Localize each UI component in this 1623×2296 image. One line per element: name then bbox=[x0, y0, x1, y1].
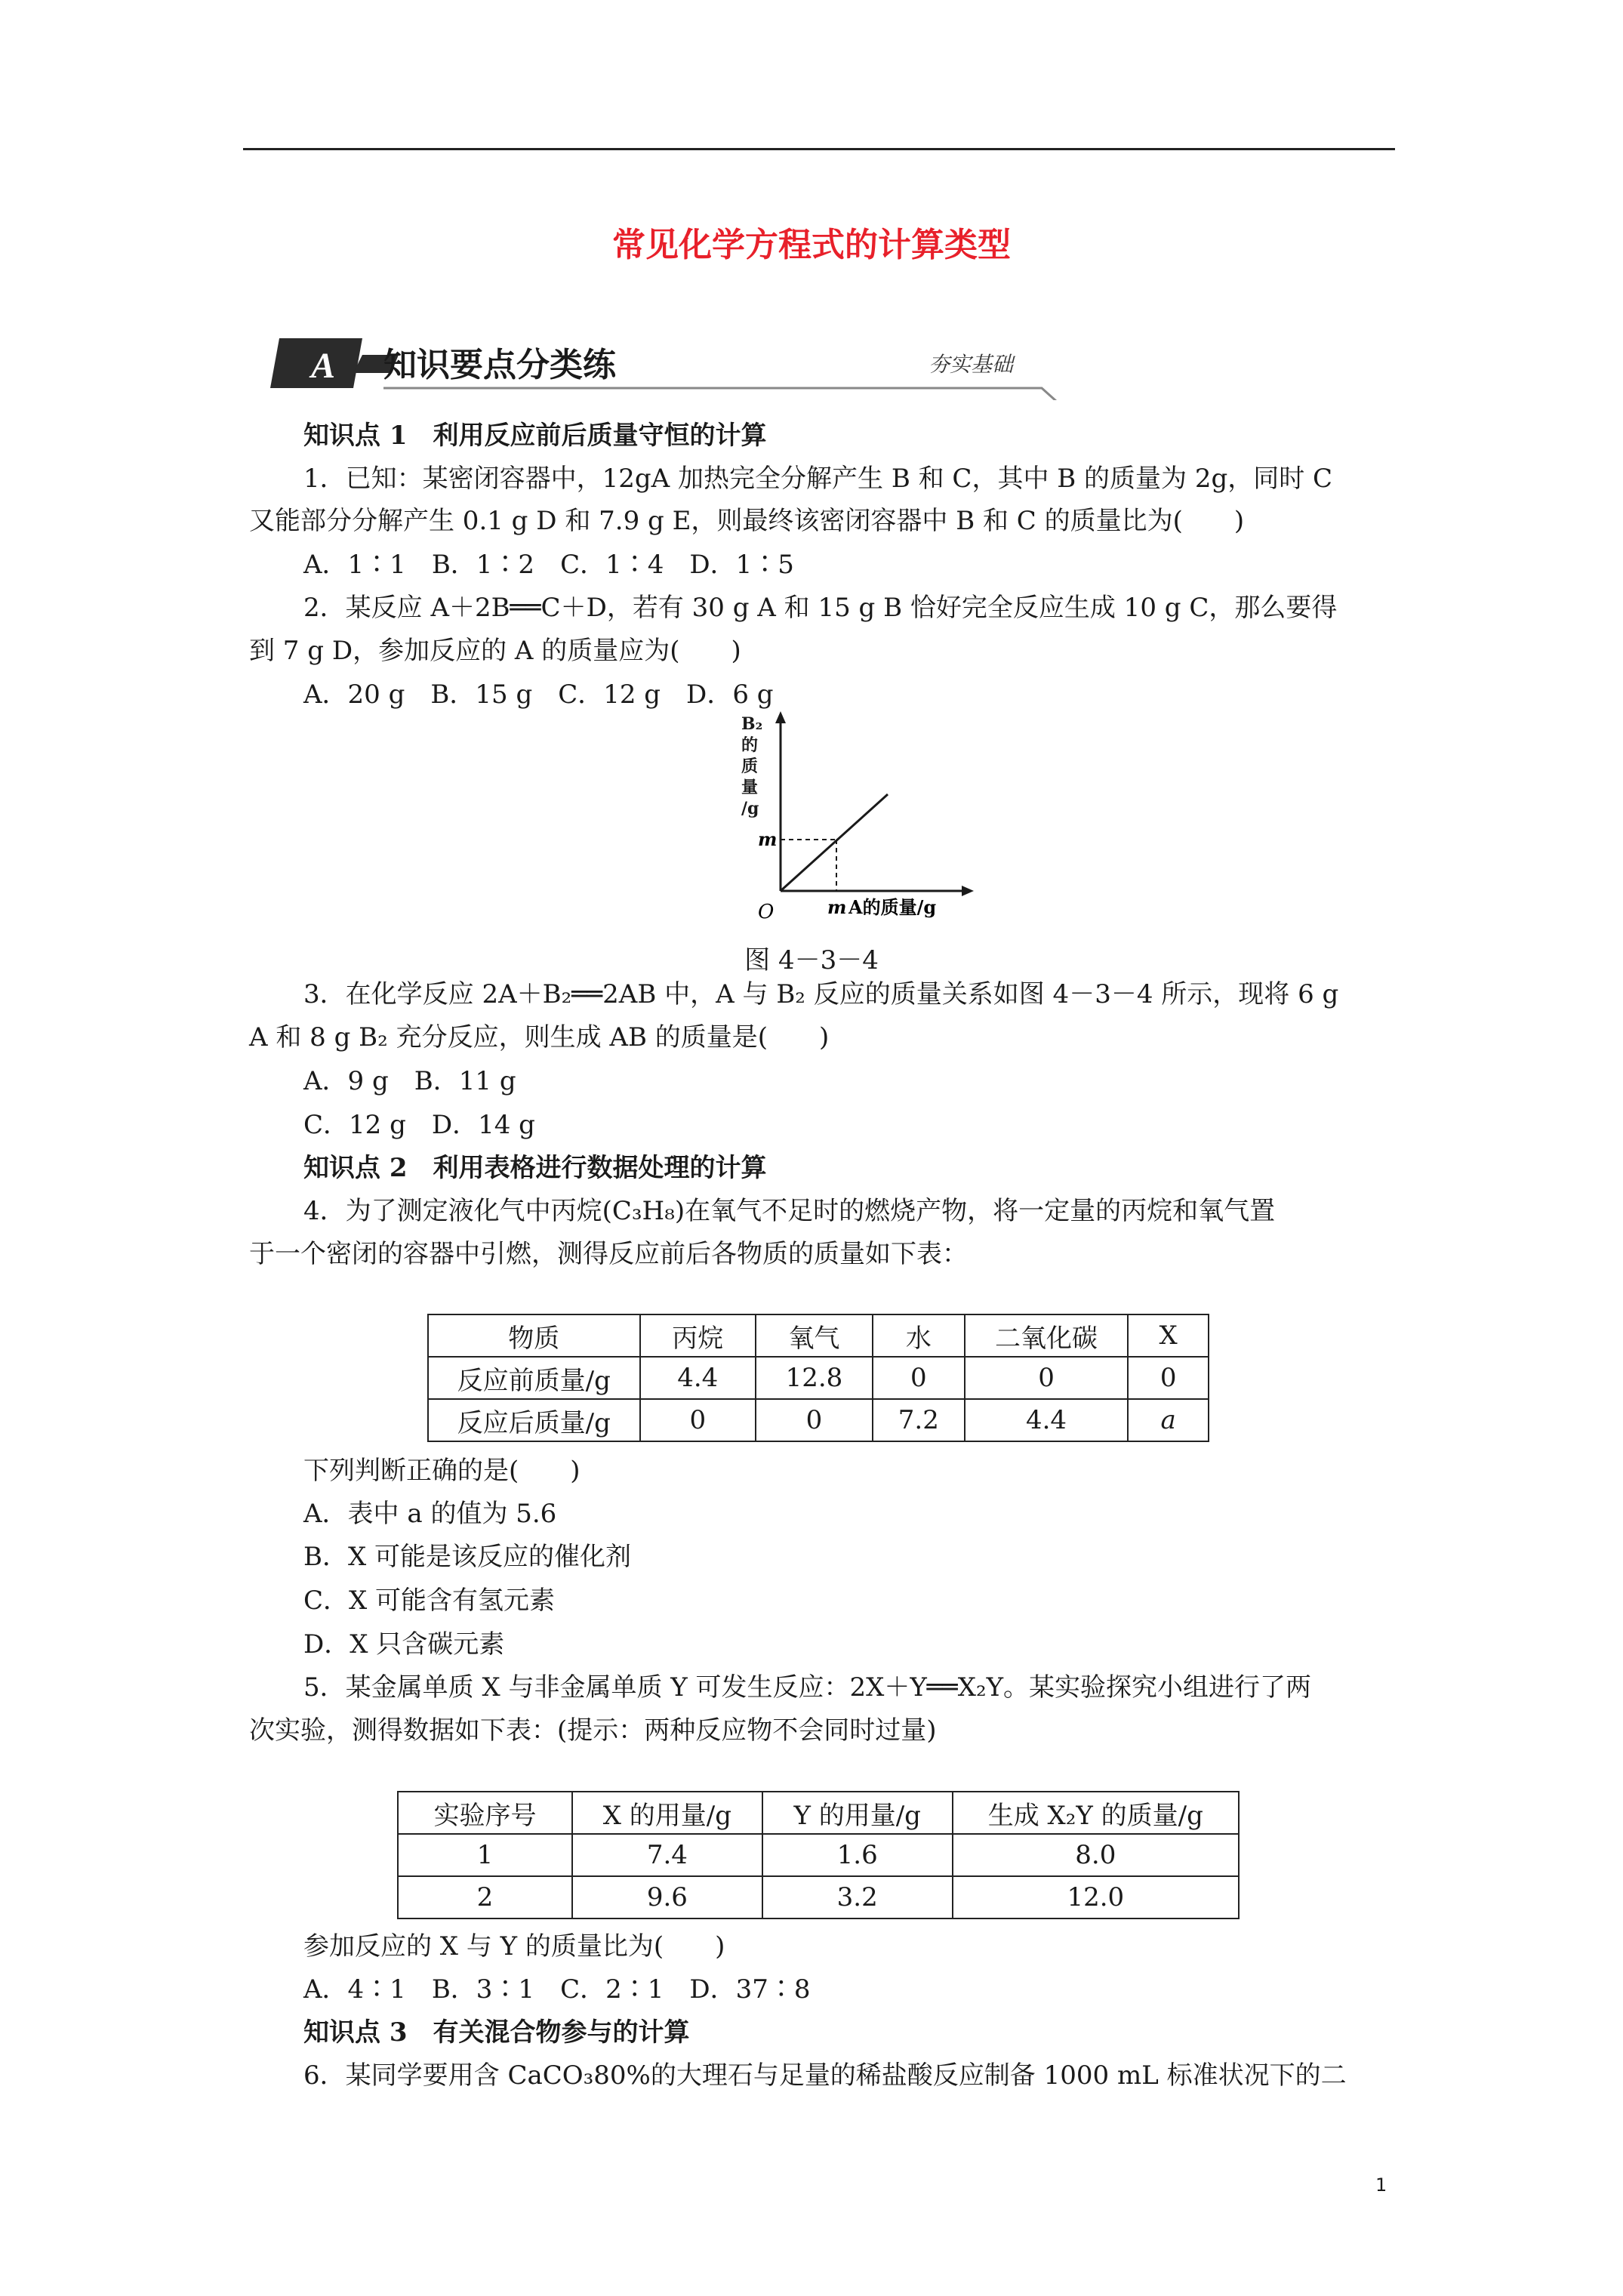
section-banner bbox=[257, 325, 1072, 400]
table-cell: 0 bbox=[965, 1357, 1129, 1399]
page-title: 常见化学方程式的计算类型 bbox=[612, 226, 1011, 264]
question-3-options-2: C．12 g D．14 g bbox=[303, 1110, 535, 1140]
table-cell: 反应后质量/g bbox=[428, 1399, 640, 1441]
question-4-option-d: D．X 只含碳元素 bbox=[303, 1629, 505, 1660]
table-cell: 物质 bbox=[428, 1314, 640, 1357]
figure-caption: 图 4－3－4 bbox=[744, 945, 879, 975]
table-cell: 0 bbox=[756, 1399, 873, 1441]
table-cell: 3.2 bbox=[762, 1876, 953, 1918]
y-axis-label-line-1: B₂ bbox=[741, 714, 763, 734]
question-4-option-c: C．X 可能含有氢元素 bbox=[303, 1586, 556, 1616]
proportional-line bbox=[781, 794, 888, 891]
table-row bbox=[398, 1834, 1239, 1876]
table-cell: 12.0 bbox=[953, 1876, 1239, 1918]
y-axis-label-line-5: /g bbox=[741, 799, 759, 818]
table-cell: a bbox=[1128, 1399, 1209, 1441]
y-axis-arrow bbox=[775, 711, 786, 723]
table-cell: 丙烷 bbox=[640, 1314, 756, 1357]
table-row bbox=[398, 1876, 1239, 1918]
question-5-prompt: 参加反应的 X 与 Y 的质量比为( ) bbox=[303, 1931, 725, 1962]
table-cell: Y 的用量/g bbox=[762, 1792, 953, 1834]
question-4-prompt: 下列判断正确的是( ) bbox=[303, 1456, 581, 1486]
question-3-line-1: 3．在化学反应 2A＋B₂══2AB 中，A 与 B₂ 反应的质量关系如图 4－3－4 所示，现将 6 g bbox=[303, 979, 1339, 1009]
question-2-line-1: 2．某反应 A＋2B══C＋D，若有 30 g A 和 15 g B 恰好完全反应生成 10 g C，那么要得 bbox=[303, 593, 1338, 623]
page-number: 1 bbox=[1375, 2174, 1387, 2196]
origin-label: O bbox=[758, 901, 775, 923]
y-axis-label-line-2: 的 bbox=[741, 735, 759, 755]
table-cell: 实验序号 bbox=[398, 1792, 572, 1834]
question-3-line-2: A 和 8 g B₂ 充分反应，则生成 AB 的质量是( ) bbox=[249, 1022, 830, 1052]
y-tick-m: m bbox=[758, 828, 778, 850]
knowledge-point-2-heading: 知识点 2 利用表格进行数据处理的计算 bbox=[303, 1153, 767, 1183]
table-cell: 1.6 bbox=[762, 1834, 953, 1876]
table-cell: 8.0 bbox=[953, 1834, 1239, 1876]
table-cell: 9.6 bbox=[572, 1876, 762, 1918]
header-rule bbox=[243, 148, 1395, 150]
mass-relation-graph bbox=[725, 710, 981, 929]
table-cell: 12.8 bbox=[756, 1357, 873, 1399]
question-4-option-b: B．X 可能是该反应的催化剂 bbox=[303, 1542, 631, 1572]
question-1-line-2: 又能部分分解产生 0.1 g D 和 7.9 g E，则最终该密闭容器中 B 和 C 的质量比为( ) bbox=[249, 506, 1245, 536]
table-cell: 7.2 bbox=[873, 1399, 965, 1441]
question-2-options: A．20 g B．15 g C．12 g D．6 g bbox=[303, 680, 774, 710]
table-cell: 生成 X₂Y 的质量/g bbox=[953, 1792, 1239, 1834]
table-cell: 水 bbox=[873, 1314, 965, 1357]
question-5-line-1: 5．某金属单质 X 与非金属单质 Y 可发生反应：2X＋Y══X₂Y。某实验探究小组进行了两 bbox=[303, 1672, 1312, 1703]
table-row bbox=[428, 1357, 1209, 1399]
table-cell: X 的用量/g bbox=[572, 1792, 762, 1834]
y-axis-label-line-3: 质 bbox=[741, 757, 759, 776]
table-cell: 0 bbox=[873, 1357, 965, 1399]
question-1-options: A．1∶1 B．1∶2 C．1∶4 D．1∶5 bbox=[303, 550, 794, 580]
table-row bbox=[428, 1399, 1209, 1441]
question-2-line-2: 到 7 g D，参加反应的 A 的质量应为( ) bbox=[249, 636, 741, 666]
question-4-line-2: 于一个密闭的容器中引燃，测得反应前后各物质的质量如下表： bbox=[249, 1239, 968, 1269]
question-6-line-1: 6．某同学要用含 CaCO₃80%的大理石与足量的稀盐酸反应制备 1000 mL 标准状况下的二 bbox=[303, 2060, 1347, 2091]
table-cell: 0 bbox=[640, 1399, 756, 1441]
x-axis-label: A的质量/g bbox=[848, 896, 937, 918]
table-cell: 反应前质量/g bbox=[428, 1357, 640, 1399]
knowledge-point-3-heading: 知识点 3 有关混合物参与的计算 bbox=[303, 2017, 690, 2048]
banner-badge-letter: A bbox=[311, 346, 336, 386]
question-4-line-1: 4．为了测定液化气中丙烷(C₃H₈)在氧气不足时的燃烧产物，将一定量的丙烷和氧气置 bbox=[303, 1196, 1276, 1226]
table-cell: 7.4 bbox=[572, 1834, 762, 1876]
question-5-line-2: 次实验，测得数据如下表：(提示：两种反应物不会同时过量) bbox=[249, 1715, 937, 1746]
table-cell: 4.4 bbox=[640, 1357, 756, 1399]
table-header-row bbox=[398, 1792, 1239, 1834]
question-5-options: A．4∶1 B．3∶1 C．2∶1 D．37∶8 bbox=[303, 1974, 811, 2005]
banner-underline bbox=[383, 388, 1057, 400]
x-axis-arrow bbox=[962, 886, 974, 896]
question-4-table bbox=[427, 1314, 1209, 1442]
table-cell: X bbox=[1128, 1314, 1209, 1357]
x-tick-m: m bbox=[827, 896, 847, 918]
banner-slogan: 夯实基础 bbox=[929, 352, 1014, 377]
question-4-option-a: A．表中 a 的值为 5.6 bbox=[303, 1499, 557, 1529]
y-axis-label-line-4: 量 bbox=[741, 778, 759, 797]
table-cell: 氧气 bbox=[756, 1314, 873, 1357]
table-cell: 1 bbox=[398, 1834, 572, 1876]
question-1-line-1: 1．已知：某密闭容器中，12gA 加热完全分解产生 B 和 C，其中 B 的质量为 2g，同时 C bbox=[303, 464, 1333, 494]
table-cell: 2 bbox=[398, 1876, 572, 1918]
question-3-options-1: A．9 g B．11 g bbox=[303, 1066, 516, 1096]
table-cell: 4.4 bbox=[965, 1399, 1129, 1441]
table-cell: 0 bbox=[1128, 1357, 1209, 1399]
table-header-row bbox=[428, 1314, 1209, 1357]
knowledge-point-1-heading: 知识点 1 利用反应前后质量守恒的计算 bbox=[303, 421, 767, 451]
banner-heading: 知识要点分类练 bbox=[383, 346, 616, 384]
table-cell: 二氧化碳 bbox=[965, 1314, 1129, 1357]
question-5-table bbox=[397, 1791, 1240, 1919]
